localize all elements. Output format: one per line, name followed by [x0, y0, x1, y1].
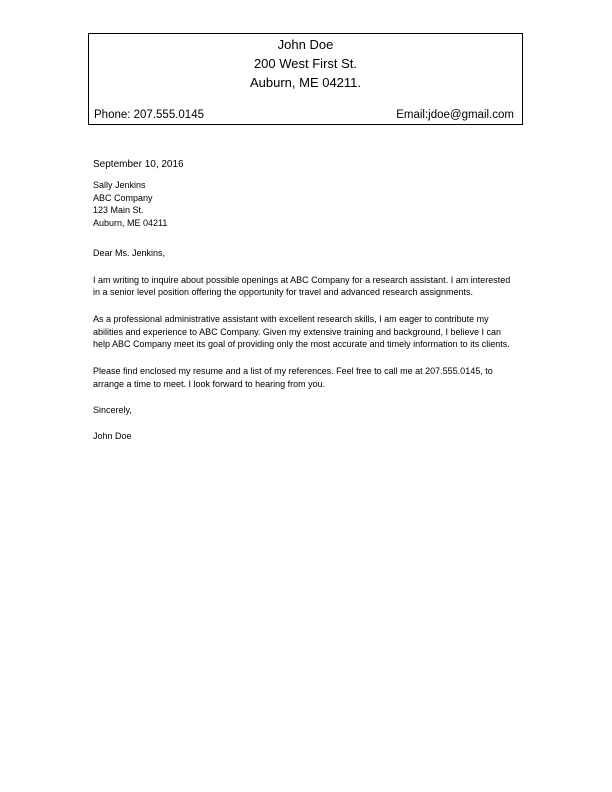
salutation: Dear Ms. Jenkins, — [93, 247, 166, 258]
paragraph: I am writing to inquire about possible openings at ABC Company for a research assistant. I am interested in a senior level position offering the opportunity for travel and advanced research assignments. — [93, 274, 511, 298]
paragraph: As a professional administrative assistant with excellent research skills, I am eager to contribute my abilities and experience to ABC Company. Given my extensive training and background, I believe I can help ABC Company meet its goal of providing only the most accurate and timely information to its clients. — [93, 313, 510, 350]
recipient-street: 123 Main St. — [93, 205, 144, 216]
signature: John Doe — [93, 431, 132, 442]
letterhead-box — [88, 33, 523, 125]
closing: Sincerely, — [93, 405, 132, 416]
sender-phone: Phone: 207.555.0145 — [94, 109, 204, 121]
sender-name: John Doe — [277, 37, 334, 52]
sender-email: Email:jdoe@gmail.com — [396, 109, 514, 121]
recipient-company: ABC Company — [93, 192, 153, 203]
recipient-city: Auburn, ME 04211 — [93, 218, 168, 229]
sender-city: Auburn, ME 04211. — [249, 75, 362, 90]
sender-street: 200 West First St. — [253, 56, 358, 71]
letter-body — [93, 158, 518, 443]
recipient-address — [93, 179, 518, 230]
paragraph: Please find enclosed my resume and a list of my references. Feel free to call me at 207.555.0145, to arrange a time to meet. I look forward to hearing from you. — [93, 366, 493, 389]
letter-date: September 10, 2016 — [93, 159, 184, 170]
recipient-name: Sally Jenkins — [93, 180, 146, 190]
